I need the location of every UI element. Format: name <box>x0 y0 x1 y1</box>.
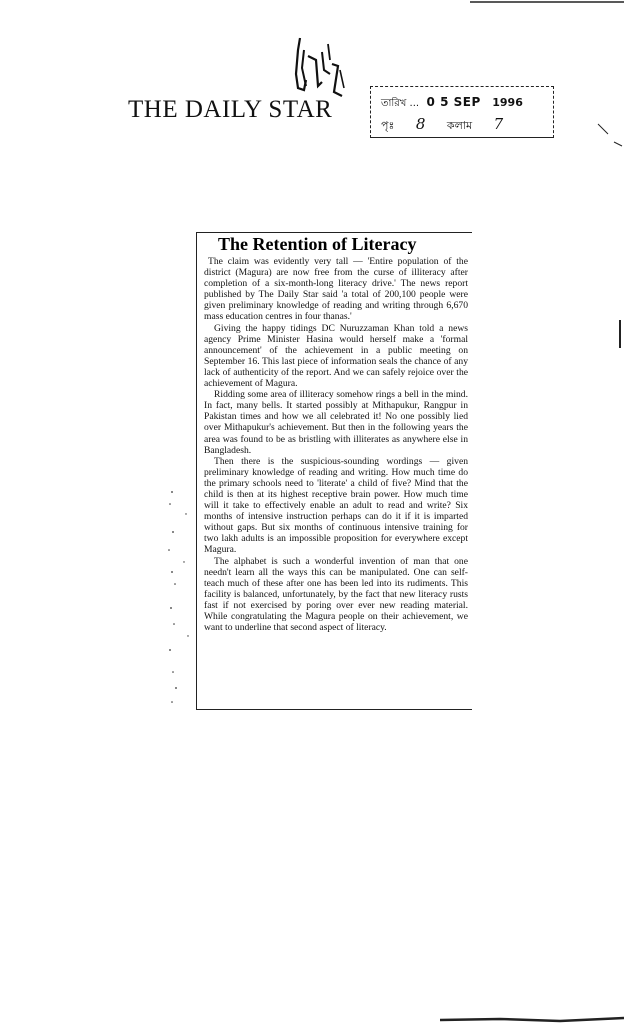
stamp-year: 1996 <box>492 96 523 109</box>
article-paragraph-2: Giving the happy tidings DC Nuruzzaman Khan told a news agency Prime Minister Hasina would herself make a 'formal announcement' of the achievement in a public meeting on September 16. This last piece of information seals the chance of any lack of authenticity of the report. And we can safely rejoice over the achievement of Magura. <box>204 322 468 390</box>
date-stamp <box>370 86 554 138</box>
scan-edge-mark-right <box>614 320 624 350</box>
article-paragraph-4: Then there is the suspicious-sounding wordings — given preliminary knowledge of reading and writing. How much time do the primary schools need to 'literate' a child of five? Mind that the child is then at its highest receptive brain power. How much time will it take to effectively enable an adult to read and write? Six months of intensive instruction perhaps can do it if it is imparted without gaps. But six months of continuous intensive training for two lakh adults is an impossible proposition for everywhere except Magura. <box>204 455 468 556</box>
article-body <box>204 256 468 633</box>
article-paragraph-1: The claim was evidently very tall — 'Entire population of the district (Magura) are now free from the curse of illiteracy after completion of a six-month-long literacy drive.' The news report published by The Daily Star said 'a total of 200,100 people were given preliminary knowledge of reading and writing through 6,670 mass education centres in four thanas.' <box>204 256 468 323</box>
article-headline: The Retention of Literacy <box>218 234 417 254</box>
article-paragraph-3: Ridding some area of illiteracy somehow rings a bell in the mind. In fact, many bells. It started possibly at Mithapukur, Rangpur in Pakistan times and how we all celebrated it! No one possibly lied over Mithapukur's achievement. But then in the following years the area was found to be as bristling with illiterates as anywhere else in Bangladesh. <box>204 389 468 456</box>
stamp-page-label: পৃঃ <box>381 119 395 132</box>
scan-edge-mark <box>596 120 624 160</box>
scan-top-edge <box>470 0 624 8</box>
handwritten-mark <box>282 30 352 102</box>
stamp-date-row <box>381 95 523 113</box>
stamp-page-row <box>381 115 521 136</box>
article-paragraph-5: The alphabet is such a wonderful invention of man that one needn't learn all the ways this can be manipulated. One can self-teach much of these after one has been led into its rudiments. This facility is balanced, unfortunately, by the fact that new literacy rusts fast if not exercised by poring over ever new reading material. While congratulating the Magura people on their achievement, we want to underline that second aspect of literacy. <box>204 555 468 634</box>
newspaper-masthead: THE DAILY STAR <box>128 96 333 123</box>
stamp-column-value: 7 <box>493 115 504 133</box>
stamp-column-label: কলাম <box>446 119 473 132</box>
scan-bottom-edge <box>440 1012 624 1024</box>
article-clipping <box>166 232 474 712</box>
stamp-date-label: তারিখ ... <box>381 98 420 109</box>
scan-noise-dots <box>166 232 196 710</box>
stamp-date: 0 5 SEP <box>426 95 481 109</box>
stamp-page-value: 8 <box>415 115 426 133</box>
